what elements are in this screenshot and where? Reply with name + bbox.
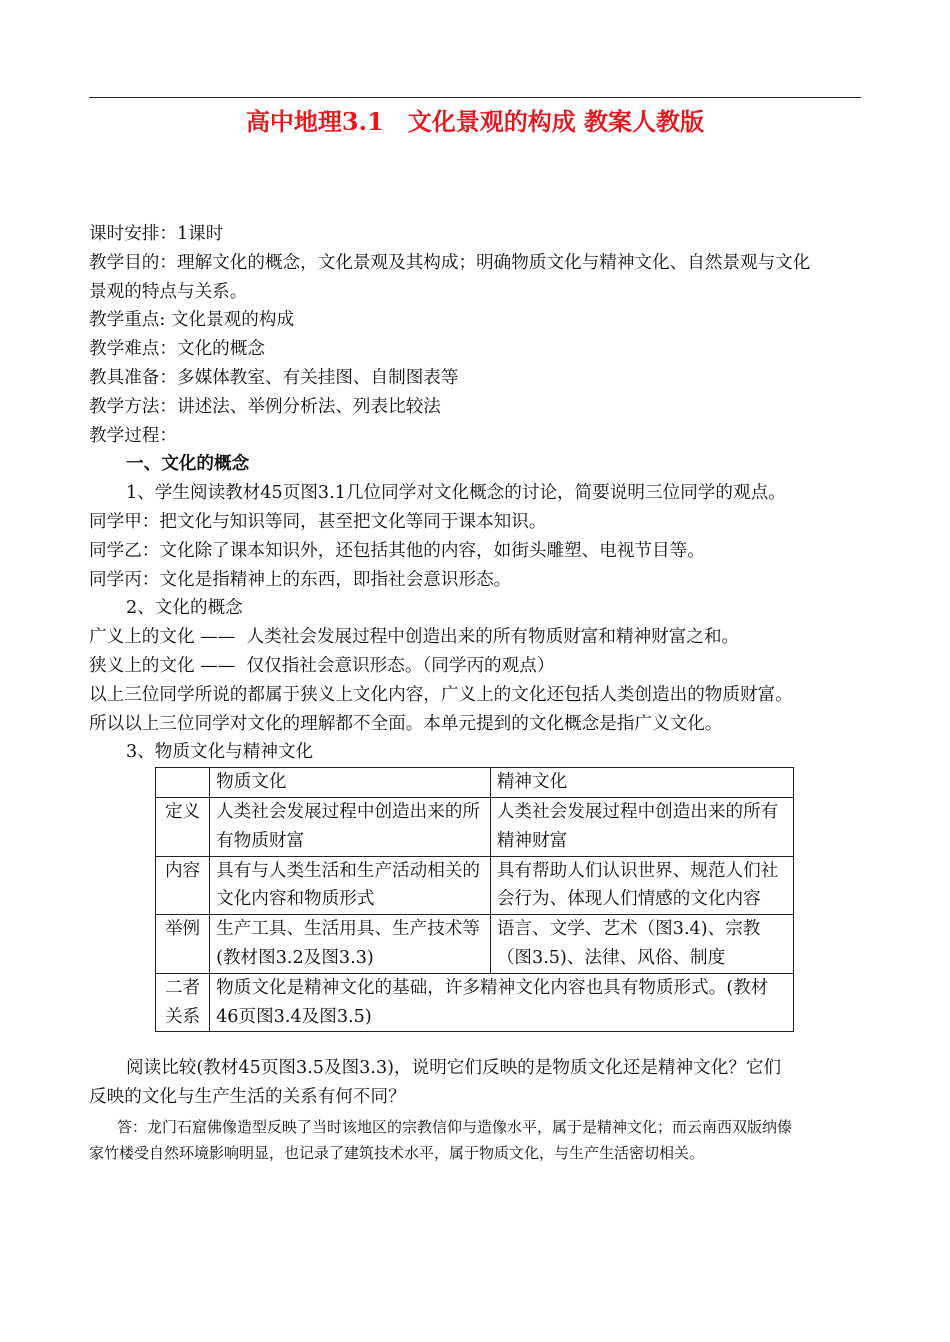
student-b-view: 同学乙：文化除了课本知识外，还包括其他的内容，如街头雕塑、电视节目等。	[89, 540, 705, 561]
document-body	[89, 220, 864, 1166]
section-heading: 一、文化的概念	[126, 453, 250, 475]
summary-line-1: 以上三位同学所说的都属于狭义上文化内容，广义上的文化还包括人类创造出的物质财富。	[89, 684, 793, 705]
student-c-view: 同学丙：文化是指精神上的东西，即指社会意识形态。	[89, 569, 512, 590]
answer-line: 答：龙门石窟佛像造型反映了当时该地区的宗教信仰与造像水平，属于是精神文化；而云南西双版纳傣	[117, 1117, 793, 1136]
answer-line-cont: 家竹楼受自然环境影响明显，也记录了建筑技术水平，属于物质文化，与生产生活密切相关。	[89, 1143, 705, 1162]
item-2: 2、文化的概念	[126, 598, 243, 619]
summary-line-2: 所以以上三位同学对文化的理解都不全面。本单元提到的文化概念是指广义文化。	[89, 713, 723, 734]
cell-material: 具有与人类生活和生产活动相关的文化内容和物质形式	[210, 856, 491, 915]
schedule-line: 课时安排：1课时	[89, 224, 224, 244]
reading-question-cont: 反映的文化与生产生活的关系有何不同？	[89, 1087, 406, 1108]
table-header-row	[156, 768, 794, 798]
cell-spiritual: 语言、文学、艺术（图3.4)、宗教（图3.5)、法律、风俗、制度	[490, 915, 793, 974]
cell-spiritual: 人类社会发展过程中创造出来的所有精神财富	[490, 797, 793, 856]
row-label: 内容	[156, 856, 210, 915]
header-material: 物质文化	[210, 768, 491, 798]
item-1: 1、学生阅读教材45页图3.1几位同学对文化概念的讨论，简要说明三位同学的观点。	[126, 483, 786, 504]
methods-line: 教学方法：讲述法、举例分析法、列表比较法	[89, 396, 441, 417]
row-label: 二者关系	[156, 973, 210, 1032]
reading-question: 阅读比较(教材45页图3.5及图3.3)，说明它们反映的是物质文化还是精神文化？它们	[126, 1058, 782, 1079]
table-corner-cell	[156, 768, 210, 798]
header-spiritual: 精神文化	[490, 768, 793, 798]
table-row	[156, 856, 794, 915]
table-row	[156, 973, 794, 1032]
cell-spiritual: 具有帮助人们认识世界、规范人们社会行为、体现人们情感的文化内容	[490, 856, 793, 915]
table-row	[156, 915, 794, 974]
goal-line-cont: 景观的特点与关系。	[89, 281, 248, 302]
narrow-definition: 狭义上的文化 —— 仅仅指社会意识形态。（同学丙的观点）	[89, 655, 555, 676]
cell-material: 人类社会发展过程中创造出来的所有物质财富	[210, 797, 491, 856]
tools-line: 教具准备：多媒体教室、有关挂图、自制图表等	[89, 367, 459, 388]
difficulty-line: 教学难点：文化的概念	[89, 339, 265, 360]
table-row	[156, 797, 794, 856]
header-rule	[89, 97, 861, 98]
row-label: 定义	[156, 797, 210, 856]
key-point-line: 教学重点: 文化景观的构成	[89, 310, 295, 331]
student-a-view: 同学甲：把文化与知识等同，甚至把文化等同于课本知识。	[89, 511, 547, 532]
cell-material: 生产工具、生活用具、生产技术等(教材图3.2及图3.3)	[210, 915, 491, 974]
row-label: 举例	[156, 915, 210, 974]
cell-relation: 物质文化是精神文化的基础，许多精神文化内容也具有物质形式。(教材46页图3.4及图3.5)	[210, 973, 794, 1032]
process-line: 教学过程：	[89, 425, 177, 446]
page-title: 高中地理3.1 文化景观的构成 教案人教版	[245, 107, 705, 136]
culture-comparison-table	[155, 767, 794, 1032]
broad-definition: 广义上的文化 —— 人类社会发展过程中创造出来的所有物质财富和精神财富之和。	[89, 627, 740, 648]
item-3: 3、物质文化与精神文化	[126, 742, 314, 763]
goal-line: 教学目的：理解文化的概念，文化景观及其构成；明确物质文化与精神文化、自然景观与文化	[89, 252, 811, 273]
